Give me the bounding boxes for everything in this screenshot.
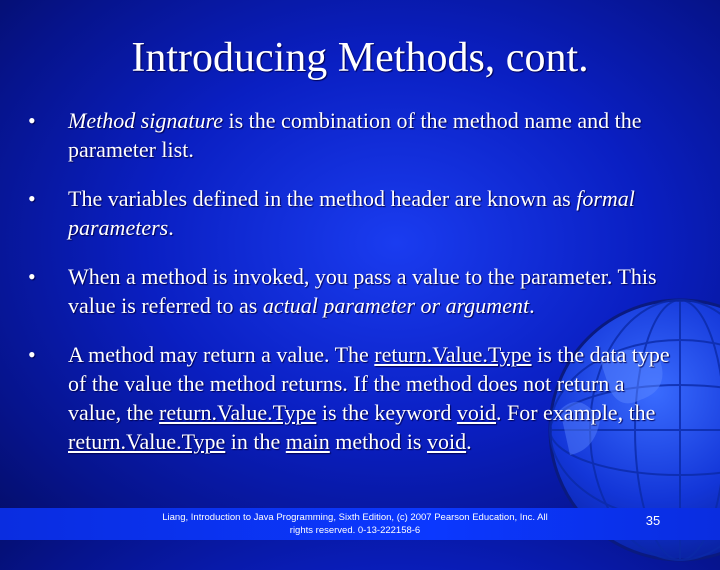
footer-line-1: Liang, Introduction to Java Programming, Sixth Edition, (c) 2007 Pearson Education, Inc. All — [162, 512, 548, 523]
bullet-list — [28, 106, 678, 476]
text-run: method is — [329, 429, 427, 454]
page-title: Introducing Methods, cont. — [131, 35, 589, 81]
bullet-item — [28, 106, 678, 164]
bullet-marker: • — [28, 186, 36, 211]
text-run: . — [466, 429, 472, 454]
underlined-keyword: void — [426, 429, 467, 454]
text-run: . — [168, 215, 174, 240]
bullet-text — [68, 340, 678, 456]
bullet-marker: • — [28, 342, 36, 367]
text-run: in the — [225, 429, 286, 454]
text-run: is the keyword — [316, 400, 457, 425]
footer-line-2: rights reserved. 0-13-222158-6 — [289, 525, 421, 536]
bullet-marker: • — [28, 264, 36, 289]
bullet-text — [68, 184, 678, 242]
text-run: . — [529, 293, 535, 318]
underlined-keyword: void — [456, 400, 496, 425]
bullet-item — [28, 262, 678, 320]
text-run: The variables defined in the method header are known as — [68, 186, 577, 211]
italic-term: formal parameters — [68, 186, 635, 240]
underlined-keyword: return.Value.Type — [68, 429, 226, 454]
italic-term: actual parameter or argument — [262, 293, 530, 318]
text-run: is the combination of the method name and the parameter list. — [68, 108, 642, 162]
underlined-keyword: return.Value.Type — [159, 400, 317, 425]
page-number: 35 — [645, 513, 661, 528]
bullet-text — [68, 262, 678, 320]
text-run: When a method is invoked, you pass a value to the parameter. This value is referred to as — [68, 264, 657, 318]
underlined-keyword: main — [285, 429, 330, 454]
text-run: . For example, the — [495, 400, 656, 425]
text-run: is the data type of the value the method returns. If the method does not return a value, the — [68, 342, 670, 425]
italic-term: Method signature — [68, 108, 223, 133]
footer-citation — [140, 511, 570, 537]
text-run: A method may return a value. The — [68, 342, 375, 367]
bullet-item — [28, 340, 678, 456]
bullet-item — [28, 184, 678, 242]
underlined-keyword: return.Value.Type — [374, 342, 532, 367]
bullet-marker: • — [28, 108, 36, 133]
bullet-text — [68, 106, 678, 164]
